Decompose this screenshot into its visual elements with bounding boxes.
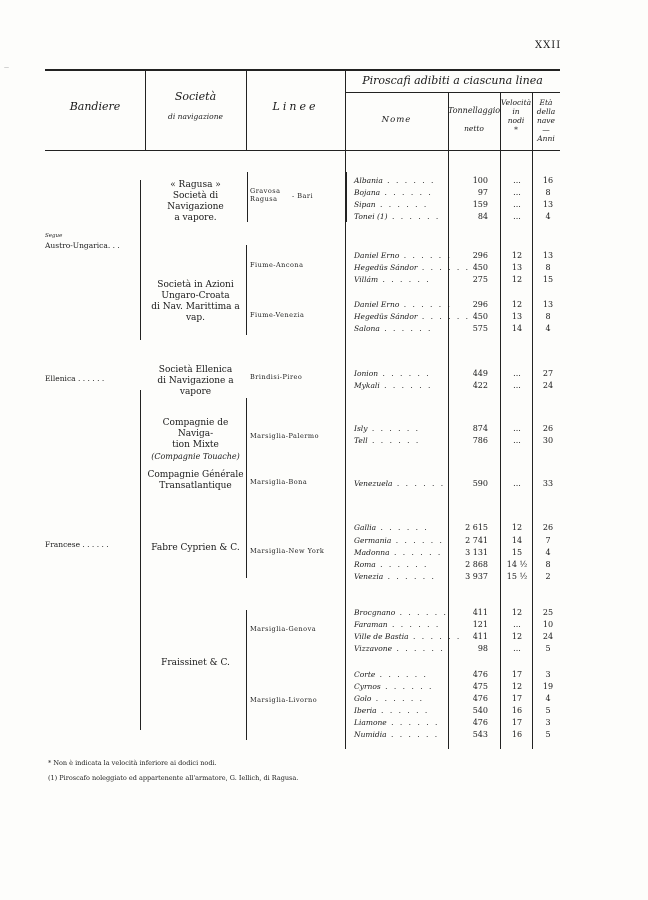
ship-name [354, 275, 431, 284]
ship-leader-dots: . . . . . . [408, 632, 462, 641]
ship-name-text: Mykali [354, 381, 380, 390]
brace-ungaro [246, 245, 247, 335]
route-fiume-venezia: Fiume-Venezia [250, 311, 305, 319]
ship-speed: 14 [511, 324, 523, 333]
ship-age: 13 [542, 200, 554, 209]
header-velocita-2: in [512, 107, 520, 116]
ship-age: 13 [542, 251, 554, 260]
ship-age: 3 [545, 718, 551, 727]
ship-tonnage: 411 [472, 608, 488, 617]
ship-speed: ... [513, 479, 521, 488]
header-eta-5: Anni [537, 134, 555, 143]
brace-austro [140, 180, 141, 340]
ship-name-text: Liamone [354, 718, 387, 727]
ship-name [354, 620, 440, 629]
ship-leader-dots: . . . . . . [378, 275, 431, 284]
flag-francese: Francese . . . . . . [45, 540, 109, 549]
ship-tonnage: 159 [472, 200, 488, 209]
ship-speed: ... [513, 381, 521, 390]
company-ungaro-2: Ungaro-Croata [161, 291, 230, 301]
ship-leader-dots: . . . . . . [399, 251, 452, 260]
ship-name [354, 251, 452, 260]
ship-age: 27 [542, 369, 554, 378]
ship-speed: ... [513, 620, 521, 629]
ship-name-text: Daniel Erno [354, 300, 400, 309]
header-piroscafi: Piroscafi adibiti a ciascuna linea [362, 74, 543, 87]
ship-name [354, 682, 433, 691]
ship-name-text: Ionion [354, 369, 379, 378]
company-ungaro-3: di Nav. Marittima a vap. [151, 302, 240, 323]
brace-gravosa [247, 172, 248, 222]
ship-speed: 15 ½ [506, 572, 528, 581]
ship-tonnage: 84 [477, 212, 488, 221]
ship-name [354, 706, 429, 715]
ship-age: 15 [542, 275, 554, 284]
ship-speed: ... [513, 644, 521, 653]
company-ellenica [145, 365, 246, 398]
ship-leader-dots: . . . . . . [389, 548, 443, 557]
company-touache [145, 418, 246, 462]
company-ragusa-1: « Ragusa » [170, 180, 221, 190]
col-rule-3 [345, 69, 346, 749]
header-top-rule [45, 69, 560, 71]
ship-name [354, 572, 436, 581]
route-gravosa-2: Ragusa [250, 195, 278, 203]
ship-name-text: Golo [354, 694, 372, 703]
company-ellenica-1: Società Ellenica [158, 365, 233, 375]
ship-name [354, 424, 420, 433]
ship-tonnage: 450 [472, 312, 488, 321]
ship-name [354, 324, 432, 333]
ship-leader-dots: . . . . . . [417, 312, 471, 321]
header-velocita-4: * [514, 125, 518, 134]
ship-leader-dots: . . . . . . [380, 188, 433, 197]
ship-name [354, 212, 440, 221]
company-ungaro-croata [145, 280, 246, 324]
ship-name [354, 560, 428, 569]
company-fabre [145, 543, 246, 554]
ship-tonnage: 786 [472, 436, 488, 445]
ship-speed: 12 [511, 251, 523, 260]
ship-tonnage: 543 [472, 730, 488, 739]
ship-name-text: Germania [354, 536, 392, 545]
route-marsiglia-bona: Marsiglia-Bona [250, 478, 308, 486]
route-bari: - Bari [292, 192, 314, 200]
ship-leader-dots: . . . . . . [392, 644, 445, 653]
ship-age: 30 [542, 436, 554, 445]
ship-leader-dots: . . . . . . [399, 300, 452, 309]
header-eta-4: — [542, 125, 550, 134]
ship-leader-dots: . . . . . . [375, 200, 429, 209]
company-generale-1: Compagnie Générale [147, 470, 244, 480]
ship-name-text: Cyrnos [354, 682, 381, 691]
header-tonnellaggio: Tonnellaggio [448, 106, 501, 115]
brace-francese [140, 390, 141, 730]
ship-tonnage: 874 [472, 424, 488, 433]
ship-tonnage: 296 [472, 251, 488, 260]
ship-age: 3 [545, 670, 551, 679]
company-ragusa [145, 180, 246, 224]
ship-leader-dots: . . . . . . [386, 718, 440, 727]
ship-leader-dots: . . . . . . [375, 670, 428, 679]
header-eta-3: nave [537, 116, 555, 125]
header-velocita [500, 98, 532, 134]
ship-name [354, 188, 433, 197]
ship-age: 5 [545, 644, 551, 653]
ship-name-text: Hegedüs Sándor [354, 312, 418, 321]
ship-name-text: Corte [354, 670, 376, 679]
route-gravosa-1: Gravosa [250, 187, 281, 195]
ship-name-text: Madonna [354, 548, 390, 557]
ship-tonnage: 296 [472, 300, 488, 309]
ship-name [354, 381, 432, 390]
ship-name-text: Brocgnano [354, 608, 396, 617]
company-touache-1: Compagnie de Naviga- [162, 418, 229, 439]
ship-tonnage: 575 [472, 324, 488, 333]
ship-age: 10 [542, 620, 554, 629]
ship-age: 4 [545, 548, 551, 557]
col-rule-1 [145, 69, 146, 150]
company-touache-3: (Compagnie Touache) [151, 452, 240, 461]
ship-name-text: Villám [354, 275, 379, 284]
ship-leader-dots: . . . . . . [379, 324, 433, 333]
ship-age: 5 [545, 730, 551, 739]
ship-leader-dots: . . . . . . [387, 212, 441, 221]
ship-tonnage: 476 [472, 694, 488, 703]
ship-speed: 13 [511, 312, 523, 321]
ship-leader-dots: . . . . . . [382, 176, 436, 185]
ship-name [354, 718, 439, 727]
ship-speed: 17 [511, 670, 523, 679]
ship-name-text: Roma [354, 560, 376, 569]
ship-leader-dots: . . . . . . [391, 536, 444, 545]
ship-tonnage: 97 [477, 188, 488, 197]
header-societa: Società [174, 90, 217, 103]
ship-age: 8 [545, 312, 551, 321]
ship-age: 4 [545, 212, 551, 221]
ship-name-text: Hegedüs Sándor [354, 263, 418, 272]
company-fraissinet [145, 658, 246, 669]
ship-age: 2 [545, 572, 551, 581]
header-bottom-rule [45, 150, 560, 151]
flag-ellenica: Ellenica . . . . . . [45, 374, 105, 383]
header-bandiere: Bandiere [69, 100, 121, 113]
ship-age: 13 [542, 300, 554, 309]
company-ragusa-3: a vapore. [174, 213, 217, 223]
brace-fraissinet [246, 610, 247, 740]
ship-name-text: Venezia [354, 572, 384, 581]
page-number: XXII [535, 40, 562, 51]
ship-speed: 16 [511, 730, 523, 739]
ship-leader-dots: . . . . . . [417, 263, 471, 272]
ship-age: 8 [545, 188, 551, 197]
ship-name-text: Isly [354, 424, 368, 433]
route-marsiglia-genova: Marsiglia-Genova [250, 625, 317, 633]
ship-leader-dots: . . . . . . [371, 694, 425, 703]
header-eta-2: della [536, 107, 556, 116]
ship-age: 8 [545, 560, 551, 569]
ship-leader-dots: . . . . . . [367, 436, 421, 445]
ship-speed: 16 [511, 706, 523, 715]
ship-leader-dots: . . . . . . [378, 369, 431, 378]
brace-ragusa-ships [346, 172, 347, 222]
header-eta-1: Età [539, 98, 553, 107]
ship-tonnage: 540 [472, 706, 488, 715]
ship-speed: ... [513, 369, 521, 378]
company-fraissinet-1: Fraissinet & C. [161, 658, 230, 668]
ship-speed: 12 [511, 608, 523, 617]
ship-leader-dots: . . . . . . [380, 682, 434, 691]
header-eta [532, 98, 560, 143]
ship-leader-dots: . . . . . . [379, 381, 433, 390]
ship-name-text: Iberia [354, 706, 377, 715]
ship-name [354, 694, 424, 703]
ship-name [354, 608, 448, 617]
ship-leader-dots: . . . . . . [376, 523, 429, 532]
ship-speed: 12 [511, 300, 523, 309]
ship-speed: ... [513, 436, 521, 445]
ship-name-text: Gallia [354, 523, 377, 532]
ship-leader-dots: . . . . . . [376, 706, 430, 715]
ship-name-text: Numidia [354, 730, 387, 739]
ship-name-text: Bojana [354, 188, 381, 197]
ship-leader-dots: . . . . . . [383, 572, 436, 581]
col-rule-5 [500, 92, 501, 749]
company-ragusa-2: Società di Navigazione [167, 191, 224, 212]
ship-speed: 14 ½ [506, 560, 528, 569]
ship-speed: 12 [511, 682, 523, 691]
ship-name-text: Daniel Erno [354, 251, 400, 260]
route-marsiglia-new-york: Marsiglia-New York [250, 547, 325, 555]
company-generale-2: Transatlantique [159, 481, 232, 491]
ship-speed: 17 [511, 718, 523, 727]
ship-name [354, 730, 439, 739]
route-marsiglia-palermo: Marsiglia-Palermo [250, 432, 320, 440]
ship-leader-dots: . . . . . . [375, 560, 429, 569]
header-velocita-3: nodi [507, 116, 525, 125]
ship-name [354, 670, 428, 679]
col-rule-6 [532, 92, 533, 749]
ship-speed: ... [513, 188, 521, 197]
company-fabre-1: Fabre Cyprien & C. [151, 543, 240, 553]
ship-age: 24 [542, 632, 554, 641]
ship-speed: ... [513, 176, 521, 185]
ship-name [354, 523, 429, 532]
ship-name-text: Sipan [354, 200, 376, 209]
ship-age: 33 [542, 479, 554, 488]
ship-tonnage: 411 [472, 632, 488, 641]
ship-tonnage: 2 741 [465, 536, 488, 545]
ship-name [354, 548, 442, 557]
ship-name [354, 644, 445, 653]
margin-marks: — [4, 65, 9, 71]
ship-name-text: Ville de Bastia [354, 632, 409, 641]
ship-age: 7 [545, 536, 551, 545]
ship-age: 8 [545, 263, 551, 272]
ship-speed: 15 [511, 548, 523, 557]
header-societa-sub: di navigazione [168, 112, 223, 121]
flag-segue: Segue [45, 233, 63, 239]
ship-tonnage: 476 [472, 718, 488, 727]
brace-marsiglia [246, 398, 247, 578]
ship-age: 25 [542, 608, 554, 617]
ship-tonnage: 450 [472, 263, 488, 272]
company-generale [145, 470, 246, 492]
ship-speed: 12 [511, 275, 523, 284]
header-linee: Linee [272, 100, 319, 113]
ship-leader-dots: . . . . . . [392, 479, 446, 488]
ship-name [354, 479, 445, 488]
piroscafi-rule [345, 92, 560, 93]
ship-age: 5 [545, 706, 551, 715]
ship-name [354, 369, 431, 378]
ship-tonnage: 590 [472, 479, 488, 488]
ship-age: 19 [542, 682, 554, 691]
company-touache-2: tion Mixte [172, 440, 219, 450]
ship-name-text: Tell [354, 436, 368, 445]
ship-name [354, 176, 435, 185]
ship-name [354, 436, 420, 445]
ship-tonnage: 3 131 [465, 548, 488, 557]
route-marsiglia-livorno: Marsiglia-Livorno [250, 696, 318, 704]
ship-tonnage: 476 [472, 670, 488, 679]
ship-leader-dots: . . . . . . [395, 608, 448, 617]
ship-tonnage: 98 [477, 644, 488, 653]
ship-speed: ... [513, 424, 521, 433]
ship-leader-dots: . . . . . . [386, 730, 440, 739]
ship-age: 26 [542, 424, 554, 433]
flag-austro-ungarica: Austro-Ungarica. . . [45, 241, 120, 250]
ship-tonnage: 2 868 [465, 560, 488, 569]
header-velocita-1: Velocità [500, 98, 532, 107]
ship-tonnage: 475 [472, 682, 488, 691]
ship-leader-dots: . . . . . . [387, 620, 441, 629]
ship-speed: 17 [511, 694, 523, 703]
ship-tonnage: 3 937 [465, 572, 488, 581]
ship-age: 24 [542, 381, 554, 390]
header-tonnellaggio-sub: netto [464, 124, 484, 133]
ship-name [354, 200, 428, 209]
ship-name-text: Albania [354, 176, 383, 185]
ship-tonnage: 449 [472, 369, 488, 378]
ship-tonnage: 2 615 [465, 523, 488, 532]
ship-name [354, 300, 452, 309]
ship-speed: ... [513, 200, 521, 209]
ship-name-text: Faraman [354, 620, 388, 629]
ship-tonnage: 422 [472, 381, 488, 390]
ship-tonnage: 100 [472, 176, 488, 185]
company-ellenica-2: di Navigazione a vapore [157, 376, 234, 397]
ship-tonnage: 275 [472, 275, 488, 284]
ship-name-text: Venezuela [354, 479, 393, 488]
ship-name-text: Vizzavone [354, 644, 393, 653]
ship-name-text: Salona [354, 324, 380, 333]
ship-speed: 12 [511, 523, 523, 532]
ship-age: 4 [545, 694, 551, 703]
route-brindisi-pireo: Brindisi-Pireo [250, 373, 303, 381]
header-nome: Nome [381, 115, 412, 125]
ship-age: 16 [542, 176, 554, 185]
ship-age: 26 [542, 523, 554, 532]
footnote-noleggio: (1) Piroscafo noleggiato ed appartenente all'armatore, G. Iellich, di Ragusa. [48, 774, 299, 782]
company-ungaro-1: Società in Azioni [157, 280, 234, 290]
ship-speed: ... [513, 212, 521, 221]
ship-age: 4 [545, 324, 551, 333]
ship-leader-dots: . . . . . . [367, 424, 421, 433]
ship-name [354, 536, 444, 545]
route-fiume-ancona: Fiume-Ancona [250, 261, 304, 269]
ship-speed: 14 [511, 536, 523, 545]
route-gravosa [250, 187, 280, 203]
ship-name-text: Tonei (1) [354, 212, 388, 221]
ship-speed: 12 [511, 632, 523, 641]
footnote-velocita: * Non è indicata la velocità inferiore ai dodici nodi. [48, 759, 217, 767]
ship-speed: 13 [511, 263, 523, 272]
ship-tonnage: 121 [472, 620, 488, 629]
